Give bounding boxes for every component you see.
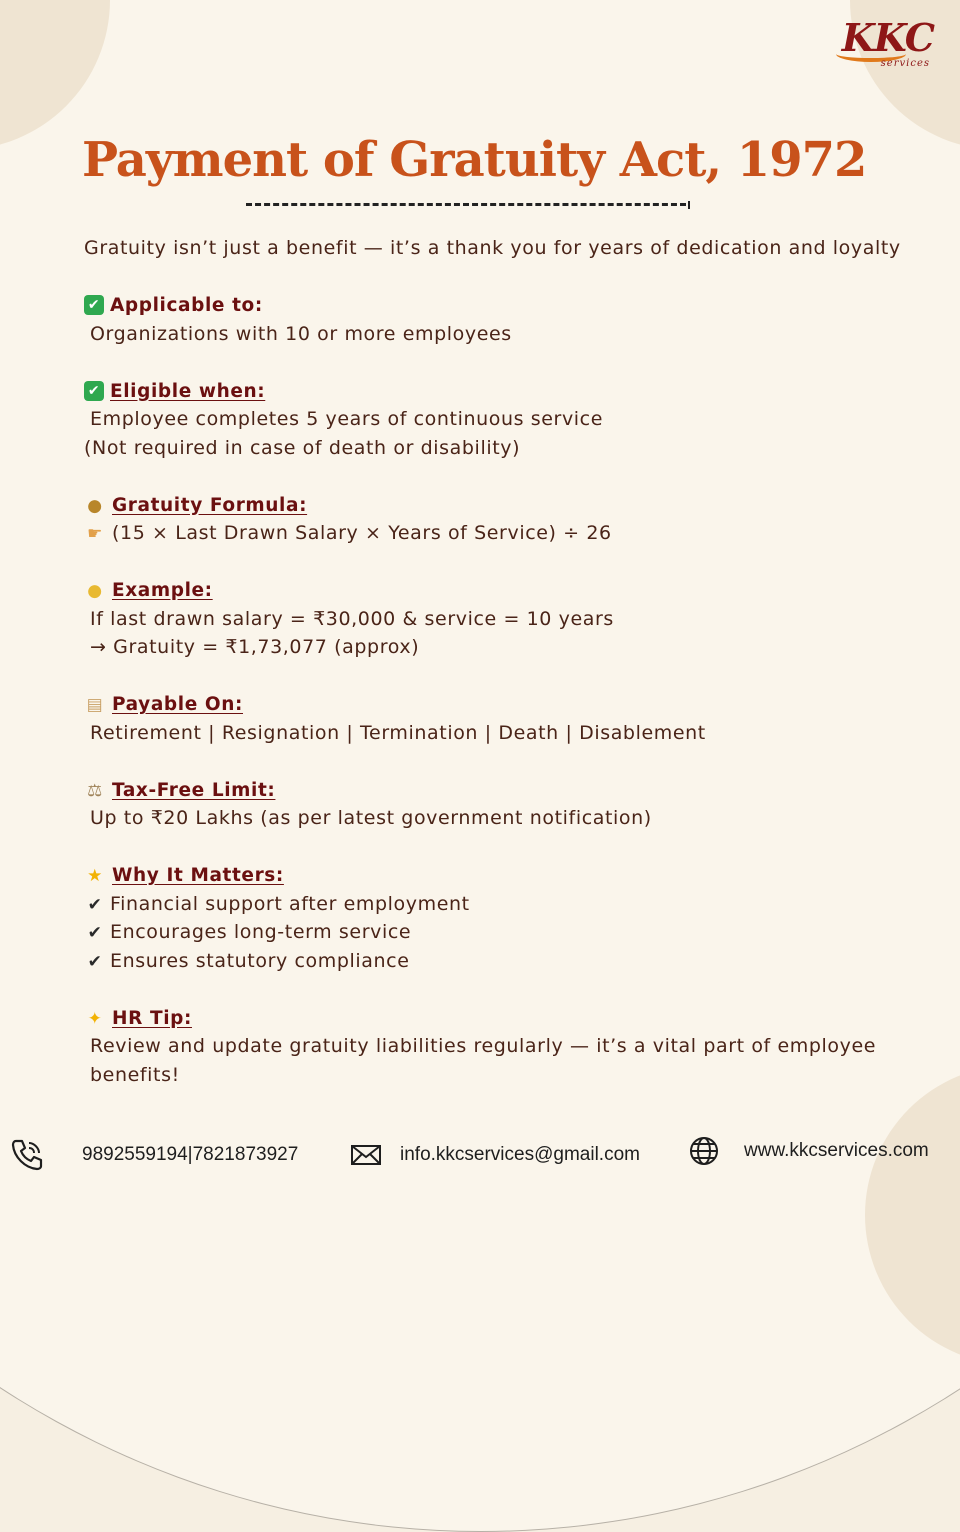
email-link[interactable]: info.kkcservices@gmail.com — [400, 1144, 640, 1165]
list-item-text: Encourages long-term service — [110, 921, 412, 943]
check-mark-icon: ✔ — [87, 951, 103, 972]
list-item-text: Financial support after employment — [110, 892, 470, 915]
list-item-text: Ensures statutory compliance — [110, 949, 410, 972]
check-mark-box-icon: ✔ — [84, 381, 104, 401]
list-item — [84, 890, 944, 919]
star-icon: ★ — [87, 866, 103, 886]
check-mark-icon: ✔ — [87, 894, 103, 915]
section-heading: Example: — [112, 580, 213, 601]
money-bag-icon: ● — [87, 495, 103, 516]
section-formula — [84, 491, 944, 520]
section-line: Retirement | Resignation | Termination | Death | Disablement — [90, 721, 706, 744]
logo-subtext: services — [880, 58, 930, 69]
section-line: (Not required in case of death or disability) — [84, 436, 521, 459]
logo-text: KKC — [841, 15, 934, 60]
section-payable — [84, 690, 944, 719]
section-line: Up to ₹20 Lakhs (as per latest government notification) — [90, 807, 652, 829]
mail-icon — [350, 1143, 382, 1167]
list-item — [84, 947, 944, 976]
intro-text: Gratuity isn’t just a benefit — it’s a thank you for years of dedication and loyalty — [84, 237, 901, 259]
balance-scale-icon: ⚖ — [87, 780, 103, 801]
title-underline-end — [688, 201, 690, 209]
list-item — [84, 918, 944, 947]
website-link[interactable]: www.kkcservices.com — [744, 1140, 929, 1161]
section-heading: Why It Matters: — [112, 865, 284, 886]
footer — [0, 1130, 960, 1180]
section-taxfree — [84, 776, 944, 805]
footer-website — [688, 1126, 929, 1176]
section-heading: HR Tip: — [112, 1007, 192, 1029]
section-line: → Gratuity = ₹1,73,077 (approx) — [90, 636, 420, 658]
section-heading: Gratuity Formula: — [112, 494, 308, 516]
pointing-hand-icon: ☛ — [87, 524, 103, 544]
section-example — [84, 576, 944, 605]
section-heading: Payable On: — [112, 694, 243, 715]
check-mark-icon: ✔ — [87, 923, 103, 943]
footer-phone — [82, 1130, 298, 1180]
light-bulb-icon: ● — [87, 581, 103, 601]
scroll-icon: ▤ — [86, 695, 104, 715]
section-eligible — [84, 377, 944, 406]
section-line: If last drawn salary = ₹30,000 & service = 10 years — [90, 607, 614, 630]
formula-line — [84, 519, 944, 548]
section-matters — [84, 861, 944, 890]
formula-text: (15 × Last Drawn Salary × Years of Service) ÷ 26 — [112, 522, 612, 544]
page-title: Payment of Gratuity Act, 1972 — [82, 132, 867, 188]
footer-email — [350, 1130, 640, 1180]
section-heading: Applicable to: — [110, 295, 263, 316]
section-applicable — [84, 291, 944, 320]
title-underline — [246, 203, 686, 206]
sparkles-icon: ✦ — [87, 1008, 103, 1029]
section-heading: Tax-Free Limit: — [112, 779, 276, 801]
section-line: Organizations with 10 or more employees — [90, 322, 512, 345]
check-mark-box-icon: ✔ — [84, 295, 104, 315]
phone-numbers[interactable]: 9892559194|7821873927 — [82, 1144, 299, 1165]
section-heading: Eligible when: — [110, 380, 266, 402]
globe-icon — [688, 1135, 720, 1167]
content — [84, 234, 944, 1089]
tip-text: Review and update gratuity liabilities regularly — it’s a vital part of employee benefits! — [90, 1035, 877, 1086]
section-tip — [84, 1004, 944, 1033]
section-line: Employee completes 5 years of continuous service — [90, 408, 604, 430]
kkc-logo — [834, 16, 934, 70]
